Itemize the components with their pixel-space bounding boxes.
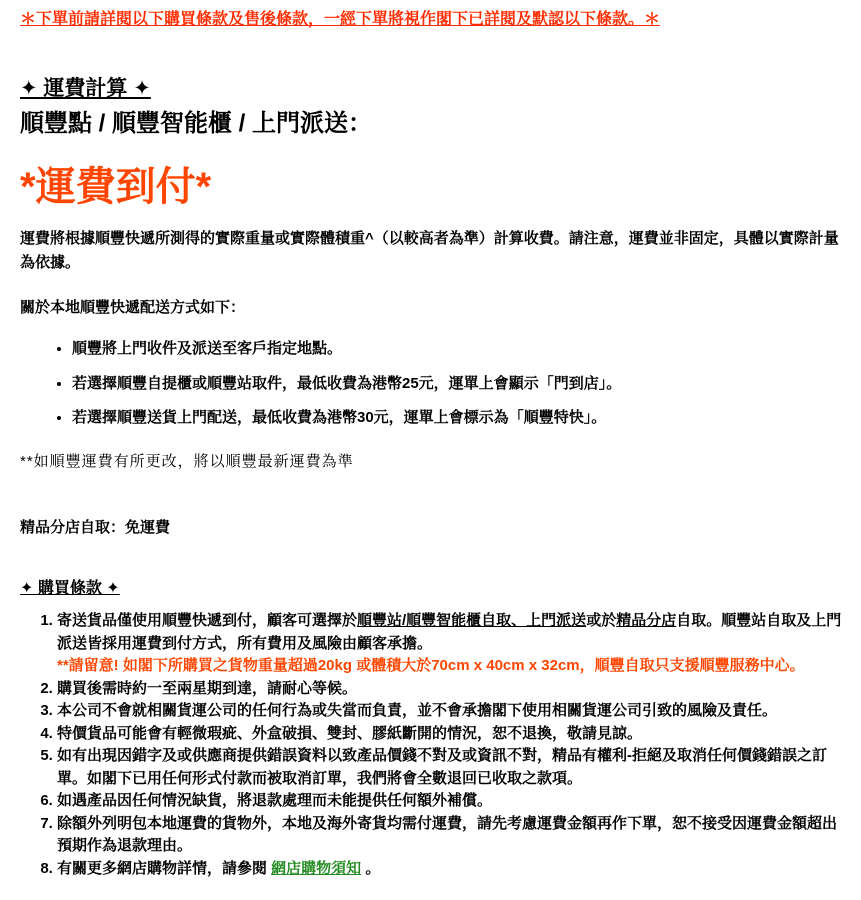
term-item-2: 2. 購買後需時約一至兩星期到達，請耐心等候。 <box>57 678 843 701</box>
term1-underline-boutique: 精品分店 <box>616 612 677 630</box>
term-item-5: 5. 如有出現因錯字及或供應商提供錯誤資料以致產品價錢不對及或資訊不對，精品有權利-拒絕及取消任何價錢錯誤之訂單。如閣下已用任何形式付款而被取消訂單，我們將會全數退回已收取之款項。 <box>57 745 843 790</box>
freight-collect-highlight: *運費到付* <box>20 164 212 209</box>
term-item-4: 4. 特價貨品可能會有輕微瑕疵、外盒破損、雙封、膠紙斷開的情況，恕不退換，敬請見諒。 <box>57 723 843 746</box>
list-item: • 若選擇順豐自提櫃或順豐站取件，最低收費為港幣25元，運單上會顯示「門到店」。 <box>72 373 843 395</box>
term1-underline-pickup-options: 順豐站/順豐智能櫃自取、上門派送 <box>357 612 587 630</box>
list-item: • 順豐將上門收件及派送至客戶指定地點。 <box>72 338 843 360</box>
term1-text: 自取。順豐站自取及上門派送皆採用運費到付方式，所有費用及風險由顧客承擔。 <box>57 612 842 652</box>
online-shopping-guide-link[interactable]: 網店購物須知 <box>271 859 362 877</box>
purchase-terms-list <box>20 610 843 880</box>
delivery-methods-title: 關於本地順豐快遞配送方式如下： <box>20 298 246 316</box>
delivery-methods-list <box>20 338 843 429</box>
purchase-terms-section <box>20 575 843 880</box>
shipping-section <box>20 76 843 537</box>
term8-text: 。 <box>361 859 381 877</box>
term-item-1 <box>57 610 843 678</box>
shipping-calc-heading: ✦ 運費計算 ✦ <box>20 77 151 100</box>
pre-order-notice: ＊下單前請詳閱以下購買條款及售後條款，一經下單將視作閣下已詳閱及默認以下條款。＊ <box>20 11 661 28</box>
weight-size-warning: **請留意! 如閣下所購買之貨物重量超過20kg 或體積大於70cm x 40cm x 32cm，順豐自取只支援順豐服務中心。 <box>57 657 805 675</box>
fee-change-note: **如順豐運費有所更改，將以順豐最新運費為準 <box>20 453 354 471</box>
shipping-methods-subheading: 順豐點 / 順豐智能櫃 / 上門派送： <box>20 110 373 138</box>
list-item: • 若選擇順豐送貨上門配送，最低收費為港幣30元，運單上會標示為「順豐特快」。 <box>72 407 843 429</box>
term-item-3: 3. 本公司不會就相關貨運公司的任何行為或失當而負責，並不會承擔閣下使用相關貨運公司引致的風險及責任。 <box>57 700 843 723</box>
term1-text: 寄送貨品僅使用順豐快遞到付，顧客可選擇於 <box>57 612 358 630</box>
store-pickup-line: 精品分店自取：免運費 <box>20 519 171 537</box>
purchase-terms-heading: ✦ 購買條款 ✦ <box>20 580 120 598</box>
term-item-6: 6. 如遇產品因任何情況缺貨，將退款處理而未能提供任何額外補償。 <box>57 790 843 813</box>
term-item-8 <box>57 858 843 881</box>
term-item-7: 7. 除額外列明包本地運費的貨物外，本地及海外寄貨均需付運費，請先考慮運費金額再作下單，恕不接受因運費金額超出預期作為退款理由。 <box>57 813 843 858</box>
shipping-fee-intro: 運費將根據順豐快遞所測得的實際重量或實際體積重^（以較高者為準）計算收費。請注意，運費並非固定，具體以實際計量為依據。 <box>20 229 839 271</box>
term8-text: 有關更多網店購物詳情，請參閱 <box>57 859 272 877</box>
term1-text: 或於 <box>586 612 617 630</box>
